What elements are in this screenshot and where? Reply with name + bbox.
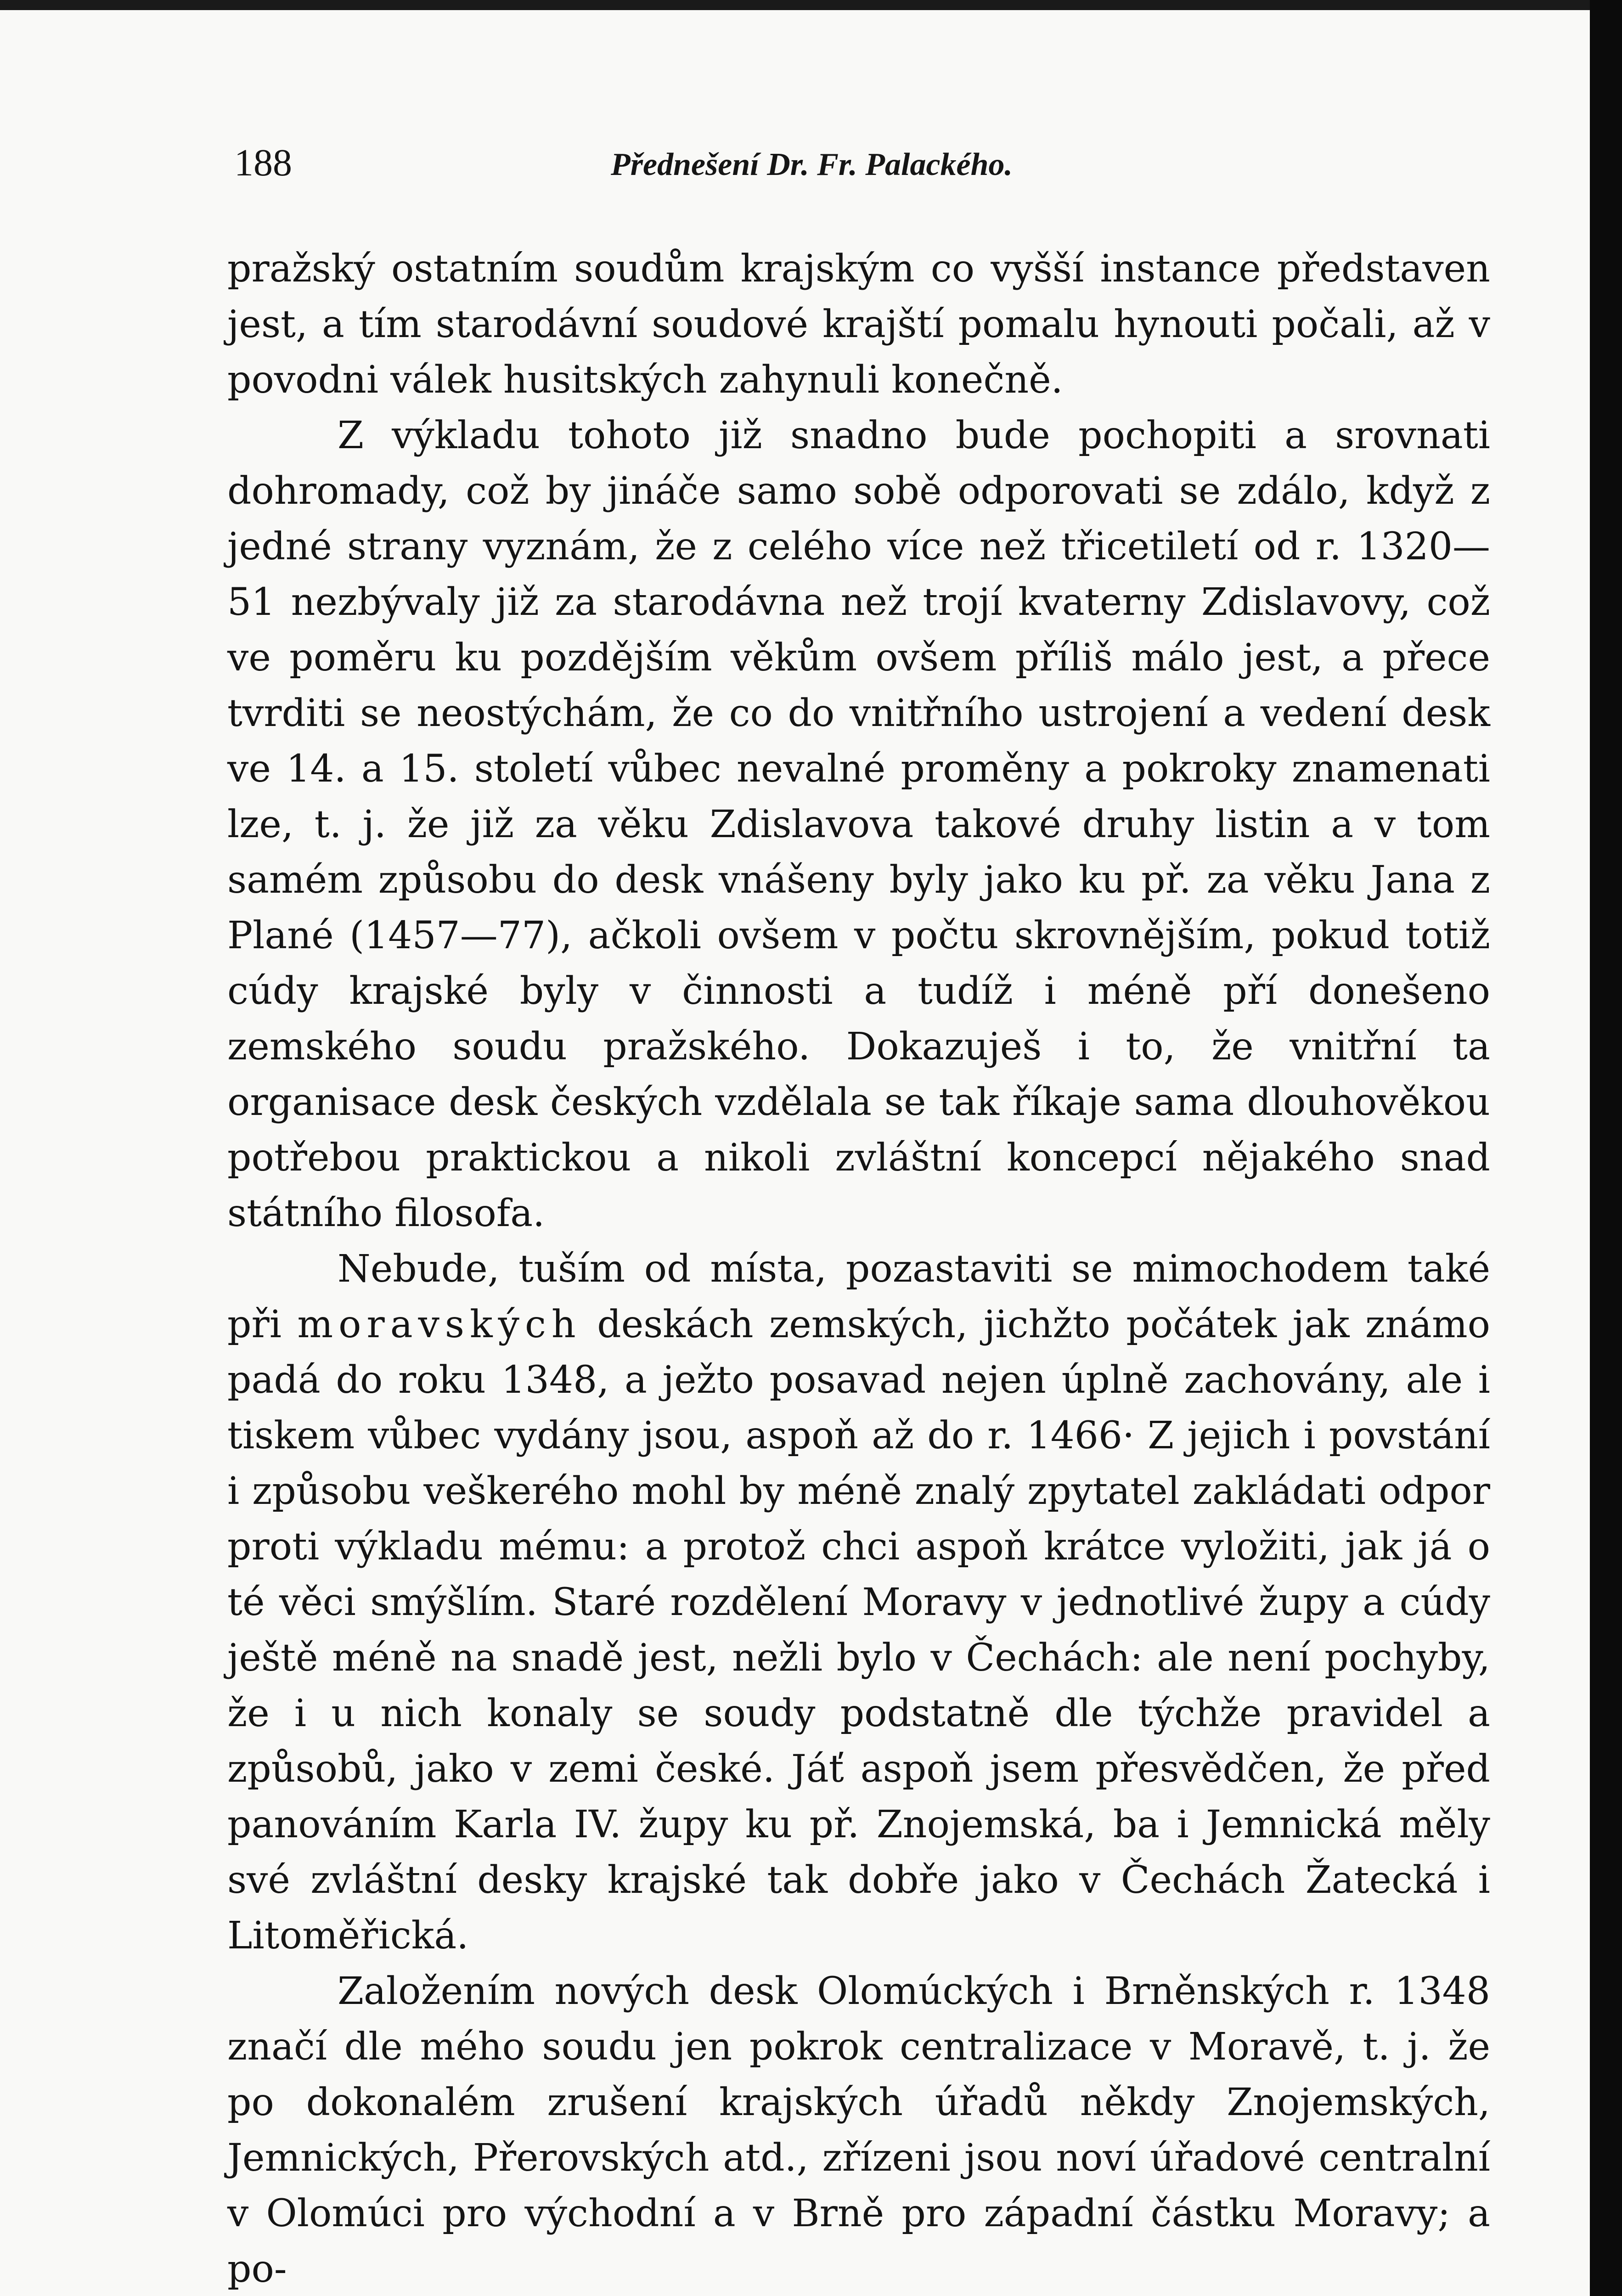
emphasized-word: moravských: [297, 1303, 581, 1346]
paragraph-4: Založením nových desk Olomúckých i Brněnských r. 1348 značí dle mého soudu jen pokrok centralizace v Moravě, t. j. že po dokonalém zrušení krajských úřadů někdy Znojemských, Jemnických, Přerovských atd., zřízeni jsou noví úřadové centralní v Olomúci pro východní a v Brně pro západní částku Moravy; a po-: [227, 1970, 1490, 2291]
paragraph-2: Z výkladu tohoto již snadno bude pochopiti a srovnati dohromady, což by jináče samo sobě odporovati se zdálo, když z jedné strany vyznám, že z celého více než třicetiletí od r. 1320—51 nezbývaly již za starodávna než trojí kvaterny Zdislavovy, což ve poměru ku pozdějším věkům ovšem příliš málo jest, a přece tvrditi se neostýchám, že co do vnitřního ustrojení a vedení desk ve 14. a 15. století vůbec nevalné proměny a pokroky znamenati lze, t. j. že již za věku Zdislavova takové druhy listin a v tom samém způsobu do desk vnášeny byly jako ku př. za věku Jana z Plané (1457—77), ačkoli ovšem v počtu skrovnějším, pokud totiž cúdy krajské byly v činnosti a tudíž i méně pří donešeno zemského soudu pražského. Dokazuješ i to, že vnitřní ta organisace desk českých vzdělala se tak říkaje sama dlouhověkou potřebou praktickou a nikoli zvláštní koncepcí nějakého snad státního filosofa.: [227, 414, 1490, 1235]
body-text: [227, 241, 1490, 2296]
paragraph-3-start: Nebude, tuším od místa, pozastaviti se mimochodem také při: [227, 1247, 1490, 1346]
paragraph-3-end: deskách zemských, jichžto počátek jak známo padá do roku 1348, a ježto posavad nejen úplně zachovány, ale i tiskem vůbec vydány jsou, aspoň až do r. 1466· Z jejich i povstání i způsobu veškerého mohl by méně znalý zpytatel zakládati odpor proti výkladu mému: a protož chci aspoň krátce vyložiti, jak já o té věci smýšlím. Staré rozdělení Moravy v jednotlivé župy a cúdy ještě méně na snadě jest, nežli bylo v Čechách: ale není pochyby, že i u nich konaly se soudy podstatně dle týchže pravidel a způsobů, jako v zemi české. Jáť aspoň jsem přesvědčen, že před panováním Karla IV. župy ku př. Znojemská, ba i Jemnická měly své zvláštní desky krajské tak dobře jako v Čechách Žatecká i Litoměřická.: [227, 1303, 1491, 1958]
scan-top-edge: [0, 0, 1622, 10]
scan-right-edge: [1590, 0, 1622, 2296]
paragraph-1: pražský ostatním soudům krajským co vyšší instance představen jest, a tím starodávní soudové krajští pomalu hynouti počali, až v povodni válek husitských zahynuli konečně.: [227, 247, 1490, 402]
page-number: 188: [234, 141, 292, 184]
running-head: Přednešení Dr. Fr. Palackého.: [611, 147, 1013, 182]
page-header: [230, 138, 1506, 193]
paragraph-3: [227, 1241, 1490, 1964]
